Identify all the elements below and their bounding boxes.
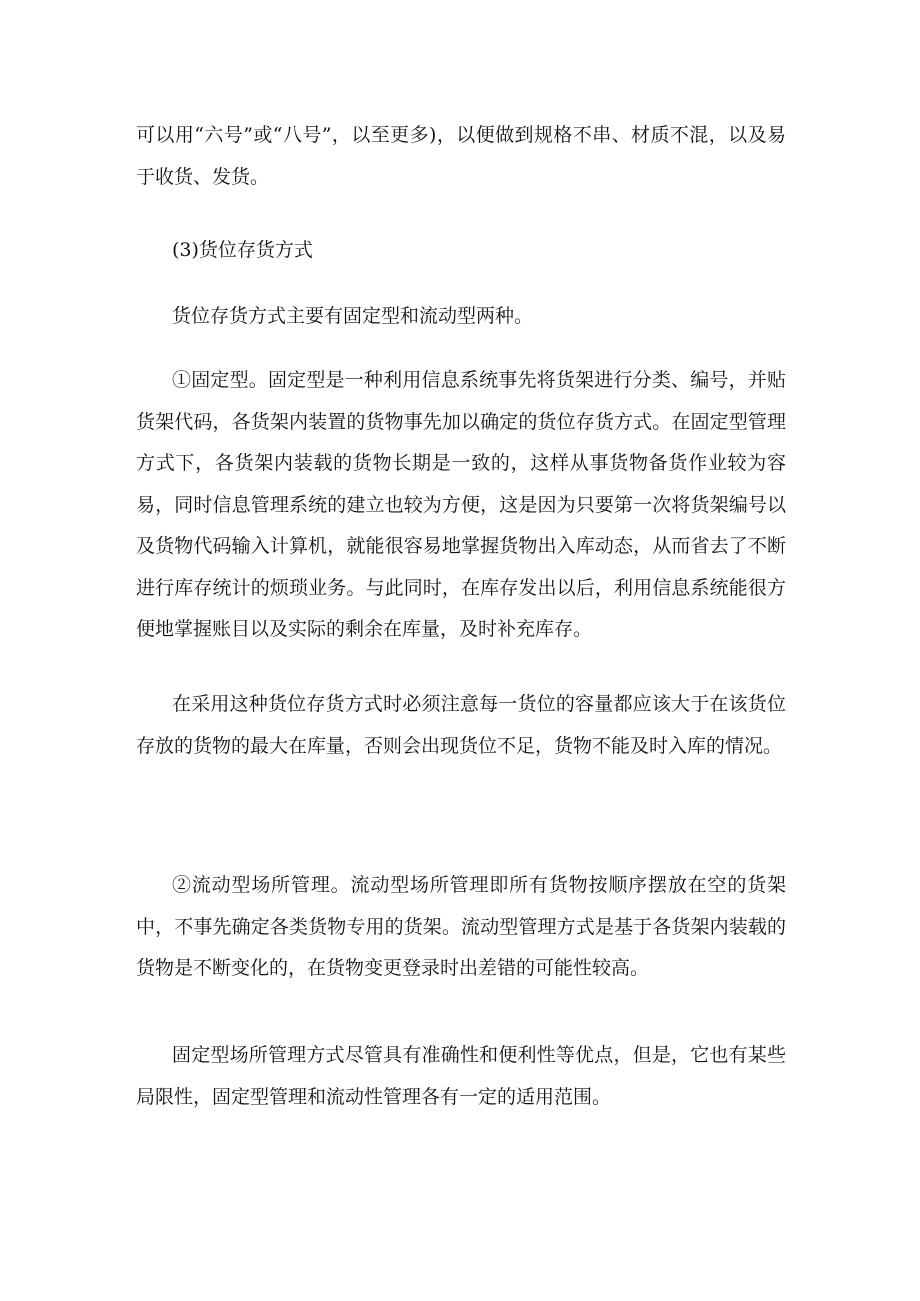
- paragraph-fixed-type: ①固定型。固定型是一种利用信息系统事先将货架进行分类、编号，并贴货架代码，各货架内装置的货物事先加以确定的货位存货方式。在固定型管理方式下，各货架内装载的货物长期是一致的，这样从事货物备货作业较为容易，同时信息管理系统的建立也较为方便，这是因为只要第一次将货架编号以及货物代码输入计算机，就能很容易地掌握货物出入库动态，从而省去了不断进行库存统计的烦琐业务。与此同时，在库存发出以后，利用信息系统能很方便地掌握账目以及实际的剩余在库量，及时补充库存。: [136, 369, 786, 640]
- section-heading: (3)货位存货方式: [172, 239, 313, 261]
- paragraph-intro: 货位存货方式主要有固定型和流动型两种。: [172, 305, 534, 327]
- paragraph-flow-type: ②流动型场所管理。流动型场所管理即所有货物按顺序摆放在空的货架中，不事先确定各类货物专用的货架。流动型管理方式是基于各货架内装载的货物是不断变化的，在货物变更登录时出差错的可能性较高。: [136, 874, 786, 979]
- paragraph-continuation: 可以用“六号”或“八号”，以至更多)，以便做到规格不串、材质不混，以及易于收货、发货。: [136, 124, 786, 188]
- paragraph-comparison: 固定型场所管理方式尽管具有准确性和便利性等优点，但是，它也有某些局限性，固定型管理和流动性管理各有一定的适用范围。: [136, 1044, 786, 1108]
- paragraph-capacity-note: 在采用这种货位存货方式时必须注意每一货位的容量都应该大于在该货位存放的货物的最大在库量，否则会出现货位不足，货物不能及时入库的情况。: [136, 693, 786, 757]
